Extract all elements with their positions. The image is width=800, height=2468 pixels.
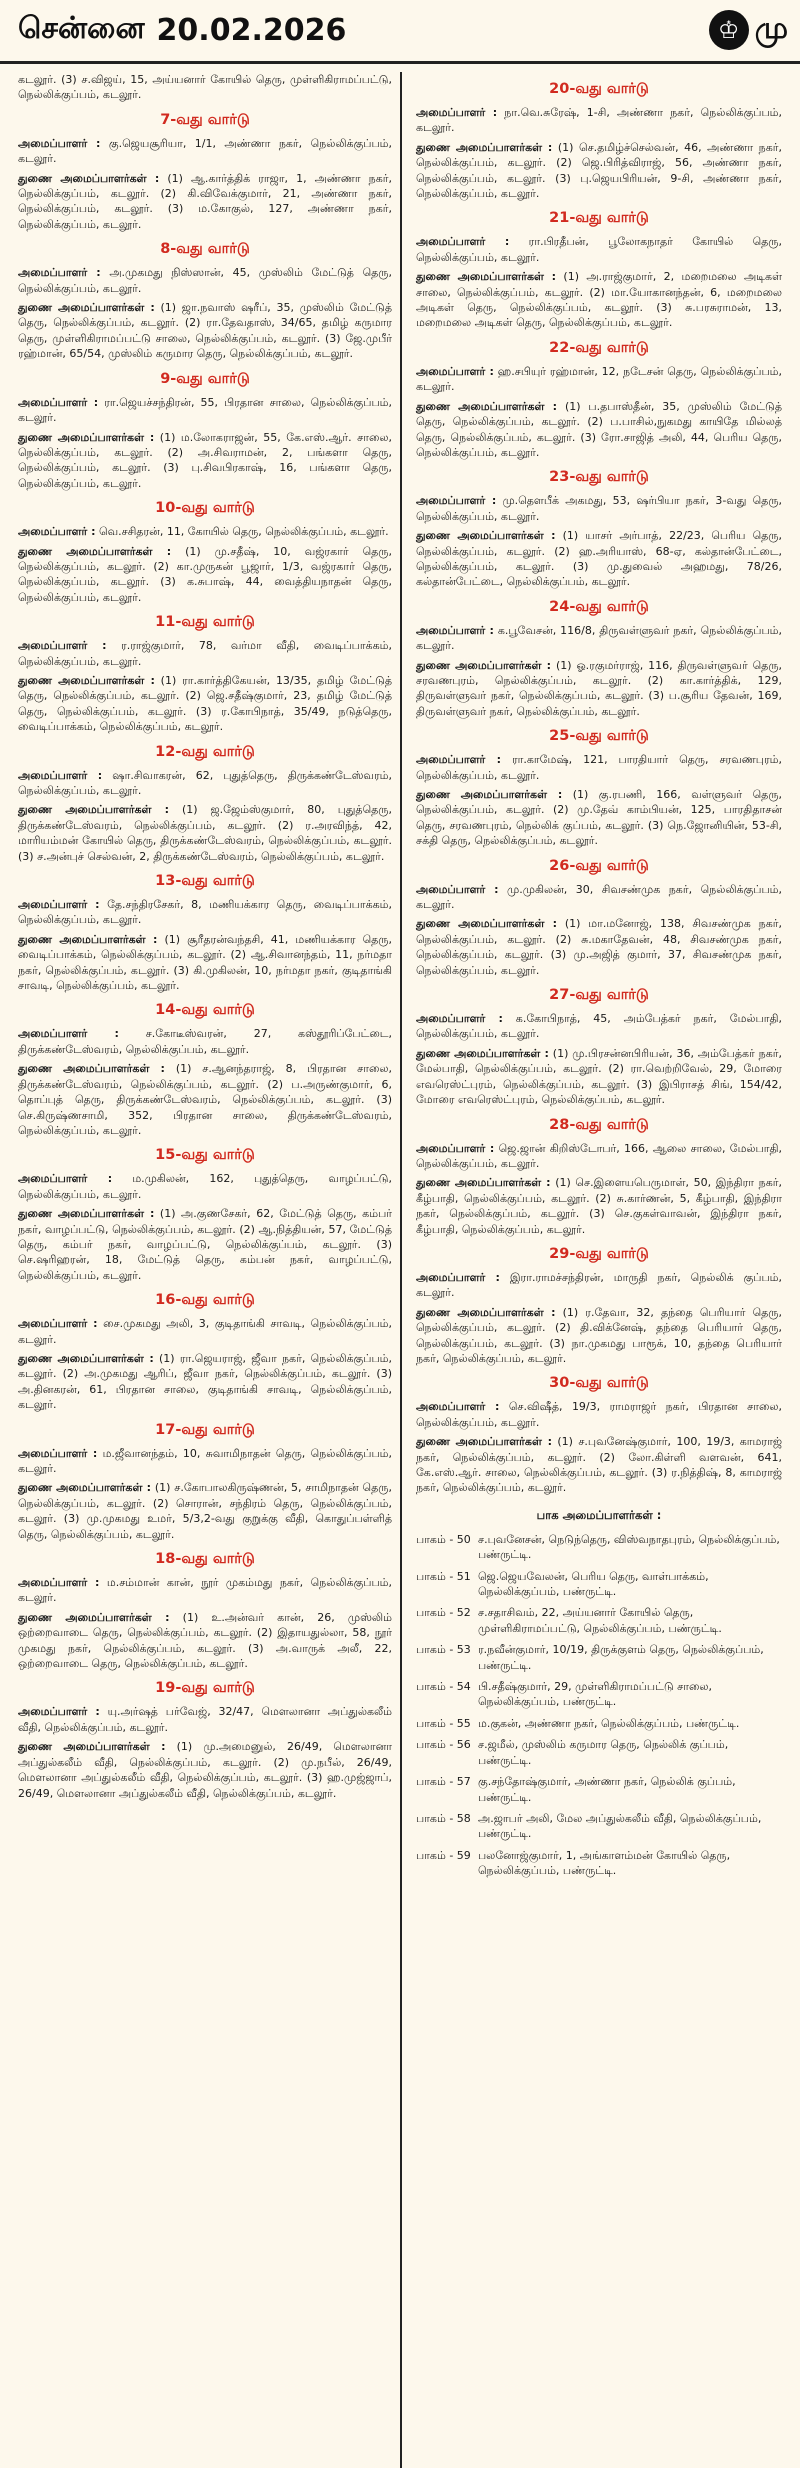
deputy-text: (1) மு.சதீஷ், 10, வஜ்ரகார் தெரு, நெல்லிக்குப்பம், கடலூர். (2) கா.முருகன் பூஜார், 1/3, வஜ்ரகார் தெரு, நெல்லிக்குப்பம், கடலூர். (3) க.சுபாஷ், 44, வைத்தியநாதன் தெரு, நெல்லிக்குப்பம், கடலூர். — [18, 544, 392, 604]
deputy-entry — [416, 1305, 782, 1367]
deputy-text: (1) ம.லோகராஜன், 55, கே.எஸ்.ஆர். சாலை, நெல்லிக்குப்பம், கடலூர். (2) அ.சிவராமன், 2, பங்களா தெரு, நெல்லிக்குப்பம், கடலூர். (3) பு.சிவபிரகாஷ், 16, பங்களா தெரு, நெல்லிக்குப்பம், கடலூர். — [18, 430, 392, 490]
left-column — [10, 72, 400, 2468]
deputy-entry — [416, 140, 782, 202]
organizer-text: ச.கோடீஸ்வரன், 27, கஸ்தூரிப்பேட்டை, திருக்கண்டேஸ்வரம், நெல்லிக்குப்பம், கடலூர். — [18, 1027, 392, 1056]
logo-text: மு — [754, 10, 788, 46]
deputy-label: துணை அமைப்பாளர்கள் : — [18, 1062, 165, 1076]
deputy-entry — [18, 1351, 392, 1413]
ward-title: 24-வது வார்டு — [549, 598, 649, 615]
organizer-entry — [18, 638, 392, 669]
organizer-text: செ.விஷீத், 19/3, ராமராஜர் நகர், பிரதான சாலை, நெல்லிக்குப்பம், கடலூர். — [416, 1400, 782, 1429]
ward-section — [416, 987, 782, 1107]
organizer-entry — [18, 265, 392, 296]
booth-label: பாகம் - 52 — [416, 1606, 471, 1620]
ward-section — [18, 614, 392, 734]
ward-section — [416, 1117, 782, 1237]
ward-title: 16-வது வார்டு — [155, 1292, 255, 1309]
deputy-entry — [18, 171, 392, 233]
deputy-label: துணை அமைப்பாளர்கள் : — [416, 1176, 551, 1190]
deputy-label: துணை அமைப்பாளர்கள் : — [416, 1305, 556, 1319]
organizer-entry — [416, 752, 782, 783]
deputy-text: (1) ரா.கார்த்திகேயன், 13/35, தமிழ் மேட்டுத் தெரு, நெல்லிக்குப்பம், கடலூர். (2) ஜெ.சதீஷ்குமார், 23, தமிழ் மேட்டுத் தெரு, நெல்லிக்குப்பம், கடலூர். (3) ர.கோபிநாத், 35/49, நடுத்தெரு, வைடிப்பாக்கம், நெல்லிக்குப்பம், கடலூர். — [18, 673, 392, 734]
booth-row — [416, 1679, 782, 1710]
organizer-entry — [18, 1171, 392, 1202]
deputy-entry — [416, 916, 782, 978]
organizer-label: அமைப்பாளர் : — [416, 364, 494, 378]
organizer-entry — [416, 1011, 782, 1042]
ward-title: 30-வது வார்டு — [549, 1375, 649, 1392]
deputy-text: (1) ஓ.ரகுமர்ராஜ், 116, திருவள்ளுவர் தெரு, சரவணபுரம், நெல்லிக்குப்பம், கடலூர். (2) கா.கார்த்திக், 129, திருவள்ளுவர் நகர், நெல்லிக்குப்பம், கடலூர். (3) ப.சூரிய தேவன், 169, திருவள்ளுவர் நகர், நெல்லிக்குப்பம், கடலூர். — [416, 658, 783, 718]
booth-text: ம.குகன், அண்ணா நகர், நெல்லிக்குப்பம், பண்ருட்டி. — [478, 1716, 740, 1730]
ward-section — [416, 210, 782, 330]
ward-title: 27-வது வார்டு — [549, 987, 649, 1004]
ward-section — [18, 1002, 392, 1138]
deputy-label: துணை அமைப்பாளர்கள் : — [18, 1351, 154, 1365]
deputy-label: துணை அமைப்பாளர்கள் : — [416, 1046, 549, 1060]
organizer-entry — [18, 136, 392, 167]
ward-title: 9-வது வார்டு — [160, 370, 250, 387]
organizer-label: அமைப்பாளர் : — [416, 1141, 495, 1155]
organizer-text: யு.அர்ஷத் பர்வேஜ், 32/47, மௌலானா அப்துல்கலீம் வீதி, நெல்லிக்குப்பம், கடலூர். — [18, 1705, 392, 1734]
organizer-label: அமைப்பாளர் : — [18, 525, 96, 539]
organizer-entry — [18, 1316, 392, 1347]
deputy-entry — [18, 1739, 392, 1801]
organizer-label: அமைப்பாளர் : — [18, 136, 101, 150]
deputy-label: துணை அமைப்பாளர்கள் : — [416, 270, 557, 284]
booth-label: பாகம் - 54 — [416, 1680, 471, 1694]
ward-title: 14-வது வார்டு — [155, 1002, 255, 1019]
right-column — [400, 72, 790, 2468]
deputy-label: துணை அமைப்பாளர்கள் : — [18, 430, 155, 444]
deputy-entry — [416, 528, 782, 590]
organizer-entry — [416, 493, 782, 524]
article-columns — [0, 64, 800, 2468]
organizer-label: அமைப்பாளர் : — [18, 266, 101, 280]
deputy-label: துணை அமைப்பாளர்கள் : — [18, 544, 172, 558]
deputy-entry — [416, 787, 782, 849]
deputy-label: துணை அமைப்பாளர்கள் : — [18, 803, 170, 817]
organizer-label: அமைப்பாளர் : — [18, 1576, 100, 1590]
organizer-entry — [416, 105, 782, 136]
rooster-icon: ♔ — [709, 10, 749, 50]
organizer-entry — [416, 364, 782, 395]
deputy-label: துணை அமைப்பாளர்கள் : — [416, 140, 553, 154]
organizer-text: இரா.ராமச்சந்திரன், மாருதி நகர், நெல்லிக் குப்பம், கடலூர். — [416, 1270, 782, 1300]
ward-section — [416, 340, 782, 460]
ward-title: 28-வது வார்டு — [549, 1116, 649, 1133]
organizer-entry — [18, 1704, 392, 1735]
deputy-text: (1) யாசர் அர்பாத், 22/23, பெரிய தெரு, நெல்லிக்குப்பம், கடலூர். (2) ஹ.அரியாஸ், 68-ஏ, கல்தான்பேட்டை, நெல்லிக்குப்பம், கடலூர். (3) மு.துவைல் அஹமது, 78/26, கல்தான்பேட்டை, நெல்லிக்குப்பம், கடலூர். — [416, 529, 782, 589]
deputy-text: (1) செ.தமிழ்ச்செல்வன், 46, அண்ணா நகர், நெல்லிக்குப்பம், கடலூர். (2) ஜெ.பிரித்விராஜ், 56, அண்ணா நகர், நெல்லிக்குப்பம், கடலூர். (3) பு.ஜெயபிரியன், 9-சி, அண்ணா நகர், நெல்லிக்குப்பம், கடலூர். — [416, 140, 782, 201]
ward-section — [416, 599, 782, 719]
organizer-label: அமைப்பாளர் : — [18, 1317, 98, 1331]
organizer-entry — [416, 882, 782, 913]
ward-section — [18, 1292, 392, 1412]
deputy-label: துணை அமைப்பாளர்கள் : — [416, 917, 557, 931]
deputy-label: துணை அமைப்பாளர்கள் : — [416, 658, 552, 672]
organizer-text: ரா.காமேஷ், 121, பாரதியார் தெரு, சரவணபுரம், நெல்லிக்குப்பம், கடலூர். — [416, 753, 782, 782]
deputy-entry — [18, 430, 392, 492]
organizer-label: அமைப்பாளர் : — [416, 753, 501, 767]
ward-section — [18, 371, 392, 491]
deputy-label: துணை அமைப்பாளர்கள் : — [18, 1481, 151, 1495]
deputy-entry — [18, 673, 392, 735]
organizer-text: அ.முகமது நிஸ்ஸான், 45, முஸ்லிம் மேட்டுத் தெரு, நெல்லிக்குப்பம், கடலூர். — [18, 266, 392, 295]
ward-section — [416, 469, 782, 589]
booth-row — [416, 1737, 782, 1768]
organizer-label: அமைப்பாளர் : — [416, 1400, 500, 1414]
organizer-entry — [18, 395, 392, 426]
organizer-text: தே.சந்திரசேகர், 8, மணியக்கார தெரு, வைடிப்பாக்கம், நெல்லிக்குப்பம், கடலூர். — [18, 898, 392, 927]
ward-section — [18, 1551, 392, 1671]
masthead-logo — [709, 10, 788, 50]
ward-section — [18, 112, 392, 232]
booth-row — [416, 1532, 782, 1563]
ward-section — [18, 241, 392, 361]
booth-row — [416, 1569, 782, 1600]
organizer-text: ம.முகிலன், 162, புதுத்தெரு, வாழப்பட்டு, நெல்லிக்குப்பம், கடலூர். — [18, 1172, 392, 1201]
organizer-entry — [18, 897, 392, 928]
ward-section — [416, 81, 782, 201]
organizer-label: அமைப்பாளர் : — [18, 1705, 100, 1719]
deputy-text: (1) மு.பிரசன்னபிரியன், 36, அம்பேத்கர் நகர், மேல்பாதி, நெல்லிக்குப்பம், கடலூர். (2) ரா.வெற்றிவேல், 29, மோரை எவரெஸ்ட்புரம், நெல்லிக்குப்பம், கடலூர். (3) இபிராசத் சிங், 154/42, மோரை எவரெஸ்ட்புரம், நெல்லிக்குப்பம், கடலூர். — [416, 1046, 782, 1107]
ward-title: 22-வது வார்டு — [549, 339, 649, 356]
ward-title: 17-வது வார்டு — [155, 1421, 255, 1438]
deputy-entry — [18, 802, 392, 864]
ward-title: 23-வது வார்டு — [549, 469, 649, 486]
deputy-text: (1) ச.ஆனந்தராஜ், 8, பிரதான சாலை, திருக்கண்டேஸ்வரம், நெல்லிக்குப்பம், கடலூர். (2) ப.அருண்குமார், 6, தொப்புத் தெரு, திருக்கண்டேஸ்வரம், நெல்லிக்குப்பம், கடலூர். (3) செ.கிருஷ்ணசாமி, 352, பிரதான சாலை, திருக்கண்டேஸ்வரம், நெல்லிக்குப்பம், கடலூர். — [18, 1062, 392, 1137]
deputy-text: (1) அ.குணசேகர், 62, மேட்டுத் தெரு, கம்பர் நகர், வாழப்பட்டு, நெல்லிக்குப்பம், கடலூர். (2) ஆ.நித்தியன், 57, மேட்டுத் தெரு, கம்பர் நகர், வாழப்பட்டு, நெல்லிக்குப்பம், கடலூர். (3) செ.ஷரிஹரன், 18, மேட்டுத் தெரு, கம்பன் நகர், வாழப்பட்டு, நெல்லிக்குப்பம், கடலூர். — [18, 1207, 392, 1282]
deputy-text: (1) கு.ரபணி, 166, வள்ளுவர் தெரு, நெல்லிக்குப்பம், கடலூர். (2) மு.தேவ் காம்பியன், 125, பாரதிதாசன் தெரு, சரவணபுரம், நெல்லிக் குப்பம், கடலூர். (3) நெ.ஜோனியின், 53-சி, சக்தி தெரு, நெல்லிக்குப்பம், கடலூர். — [416, 788, 783, 848]
booth-row — [416, 1848, 782, 1879]
organizer-label: அமைப்பாளர் : — [416, 1270, 500, 1284]
organizer-text: க.கோபிநாத், 45, அம்பேத்கர் நகர், மேல்பாதி, நெல்லிக்குப்பம், கடலூர். — [416, 1012, 782, 1041]
ward-section — [18, 1422, 392, 1542]
organizer-label: அமைப்பாளர் : — [18, 768, 103, 782]
deputy-text: (1) ஜா.நவாஸ் ஷரீப், 35, முஸ்லிம் மேட்டுத் தெரு, நெல்லிக்குப்பம், கடலூர். (2) ரா.தேவதாஸ், 34/65, தமிழ் கருமார தெரு, முள்ளிகிராமப்பட்டு சாலை, நெல்லிக்குப்பம், கடலூர். (3) ஜே.முபீர் ரஹ்மான், 65/54, முஸ்லிம் கருமார தெரு, நெல்லிக்குப்பம், கடலூர். — [18, 301, 392, 361]
deputy-text: (1) ர.தேவா, 32, தந்தை பெரியார் தெரு, நெல்லிக்குப்பம், கடலூர். (2) தி.விக்னேஷ், தந்தை பெரியார் தெரு, நெல்லிக்குப்பம், கடலூர். (3) நா.முகமது பாரூக், 10, தந்தை பெரியார் நகர், நெல்லிக்குப்பம், கடலூர். — [416, 1305, 782, 1365]
booth-text: கு.சந்தோஷ்குமார், அண்ணா நகர், நெல்லிக் குப்பம், பண்ருட்டி. — [478, 1775, 736, 1804]
booth-text: ச.ஜமீல், முஸ்லிம் கருமார தெரு, நெல்லிக் குப்பம், பண்ருட்டி. — [478, 1738, 729, 1767]
organizer-label: அமைப்பாளர் : — [416, 1012, 503, 1026]
organizer-text: க.பூவேசன், 116/8, திருவள்ளுவர் நகர், நெல்லிக்குப்பம், கடலூர். — [416, 623, 782, 653]
deputy-text: (1) ப.தபாஸ்தீன், 35, முஸ்லிம் மேட்டுத் தெரு, நெல்லிக்குப்பம், கடலூர். (2) ப.பாசில்,நுகமது காயிதே மில்லத் தெரு, நெல்லிக்குப்பம், கடலூர். (3) ரோ.சாஜித் அலி, 44, பெரிய தெரு, நெல்லிக்குப்பம், கடலூர். — [416, 399, 783, 459]
deputy-text: (1) ரா.ஜெயராஜ், ஜீவா நகர், நெல்லிக்குப்பம், கடலூர். (2) அ.முகமது ஆரிப், ஜீவா நகர், நெல்லிக்குப்பம், கடலூர். (3) அ.தினகரன், 61, பிரதான சாலை, குடிதாங்கி சாவடி, நெல்லிக்குப்பம், கடலூர். — [18, 1351, 392, 1412]
organizer-label: அமைப்பாளர் : — [18, 395, 99, 409]
organizer-label: அமைப்பாளர் : — [18, 1172, 113, 1186]
deputy-entry — [18, 932, 392, 994]
booth-row — [416, 1642, 782, 1673]
deputy-text: (1) ச.கோபாலகிருஷ்ணன், 5, சாமிநாதன் தெரு, நெல்லிக்குப்பம், கடலூர். (2) சொரான், சந்திரம் தெரு, நெல்லிக்குப்பம், கடலூர். (3) மு.முகமது உமர், 5/3,2-வது குறுக்கு வீதி, கொதுப்பள்ளித் தெரு, நெல்லிக்குப்பம், கடலூர். — [18, 1481, 392, 1541]
ward-section — [416, 1246, 782, 1366]
deputy-entry — [416, 658, 782, 720]
ward-section — [18, 1680, 392, 1800]
organizer-text: ஷா.சிவாகரன், 62, புதுத்தெரு, திருக்கண்டேஸ்வரம், நெல்லிக்குப்பம், கடலூர். — [18, 768, 392, 797]
organizer-text: சை.முகமது அலி, 3, குடிதாங்கி சாவடி, நெல்லிக்குப்பம், கடலூர். — [18, 1317, 392, 1346]
deputy-label: துணை அமைப்பாளர்கள் : — [18, 673, 155, 687]
booth-label: பாகம் - 58 — [416, 1811, 471, 1825]
deputy-label: துணை அமைப்பாளர்கள் : — [18, 1610, 170, 1624]
organizer-label: அமைப்பாளர் : — [18, 1027, 119, 1041]
booth-label: பாகம் - 57 — [416, 1775, 471, 1789]
organizer-entry — [18, 1026, 392, 1057]
booth-label: பாகம் - 56 — [416, 1738, 471, 1752]
booth-label: பாகம் - 51 — [416, 1569, 471, 1583]
deputy-text: (1) செ.இளையபெருமாள், 50, இந்திரா நகர், கீழ்பாதி, நெல்லிக்குப்பம், கடலூர். (2) சு.கார்ணன், 5, கீழ்பாதி, இந்திரா நகர், நெல்லிக்குப்பம், கடலூர். (3) செ.குகள்வாவன், இந்திரா நகர், கீழ்பாதி, நெல்லிக்குப்பம், கடலூர். — [416, 1176, 782, 1236]
booth-label: பாகம் - 55 — [416, 1716, 471, 1730]
organizer-entry — [416, 1399, 782, 1430]
organizer-entry — [416, 1141, 782, 1172]
deputy-text: (1) ஜ.ஜேம்ஸ்குமார், 80, புதுத்தெரு, திருக்கண்டேஸ்வரம், நெல்லிக்குப்பம், கடலூர். (2) ர.அரவிந்த், 42, மாரியம்மன் கோயில் தெரு, திருக்கண்டேஸ்வரம், நெல்லிக்குப்பம், கடலூர். (3) ச.அன்புச் செல்வன், 2, திருக்கண்டேஸ்வரம், நெல்லிக்குப்பம், கடலூர். — [18, 803, 392, 863]
organizer-text: ரா.ஜெயச்சந்திரன், 55, பிரதான சாலை, நெல்லிக்குப்பம், கடலூர். — [18, 395, 392, 425]
booth-text: அ.ஜாபர் அலி, மேல அப்துல்கலீம் வீதி, நெல்லிக்குப்பம், பண்ருட்டி. — [478, 1811, 762, 1841]
organizer-label: அமைப்பாளர் : — [18, 1446, 98, 1460]
organizer-text: மு.முகிலன், 30, சிவசண்முக நகர், நெல்லிக்குப்பம், கடலூர். — [416, 882, 783, 912]
deputy-entry — [18, 544, 392, 606]
ward-title: 10-வது வார்டு — [155, 500, 255, 517]
ward-title: 20-வது வார்டு — [549, 81, 649, 97]
ward-title: 26-வது வார்டு — [549, 857, 649, 874]
organizer-label: அமைப்பாளர் : — [416, 882, 499, 896]
deputy-entry — [416, 269, 782, 331]
booth-row — [416, 1774, 782, 1805]
organizer-label: அமைப்பாளர் : — [416, 623, 494, 637]
deputy-label: துணை அமைப்பாளர்கள் : — [18, 171, 160, 185]
deputy-label: துணை அமைப்பாளர்கள் : — [18, 932, 158, 946]
ward-title: 21-வது வார்டு — [549, 210, 649, 227]
booth-label: பாகம் - 53 — [416, 1643, 471, 1657]
deputy-entry — [18, 1480, 392, 1542]
page-header — [0, 0, 800, 64]
ward-title: 18-வது வார்டு — [155, 1551, 255, 1568]
booth-text: ச.சதாசிவம், 22, அய்யனார் கோயில் தெரு, முள்ளிகிராமப்பட்டு, நெல்லிக்குப்பம், பண்ருட்டி. — [478, 1606, 722, 1635]
organizer-label: அமைப்பாளர் : — [416, 106, 498, 119]
deputy-entry — [18, 1610, 392, 1672]
deputy-entry — [416, 1434, 782, 1496]
booth-text: ர.நவீன்குமார், 10/19, திருக்குளம் தெரு, நெல்லிக்குப்பம், பண்ருட்டி. — [478, 1643, 764, 1672]
booth-text: ஜெ.ஜெயவேலன், பெரிய தெரு, வாள்பாக்கம், நெல்லிக்குப்பம், பண்ருட்டி. — [478, 1569, 709, 1599]
deputy-label: துணை அமைப்பாளர்கள் : — [18, 1740, 166, 1754]
ward-section — [416, 728, 782, 848]
ward-title: 7-வது வார்டு — [160, 111, 250, 128]
organizer-entry — [18, 524, 392, 539]
deputy-text: (1) அ.ராஜ்குமார், 2, மறைமலை அடிகள் சாலை, நெல்லிக்குப்பம், கடலூர். (2) மா.யோகானந்தன், 6, மறைமலை அடிகள் தெரு, நெல்லிக்குப்பம், கடலூர். (3) சு.பரசுராமன், 13, மறைமலை அடிகள் தெரு, நெல்லிக்குப்பம், கடலூர். — [416, 270, 782, 330]
deputy-label: துணை அமைப்பாளர்கள் : — [416, 788, 563, 801]
organizer-entry — [416, 623, 782, 654]
deputy-entry — [416, 399, 782, 461]
deputy-label: துணை அமைப்பாளர்கள் : — [18, 301, 155, 315]
ward-section — [18, 873, 392, 993]
ward-title: 15-வது வார்டு — [155, 1147, 255, 1164]
booth-row — [416, 1605, 782, 1636]
deputy-text: (1) மா.மனோஜ், 138, சிவசண்முக நகர், நெல்லிக்குப்பம், கடலூர். (2) சு.மகாதேவன், 48, சிவசண்முக நகர், நெல்லிக்குப்பம், கடலூர். (3) மு.அஜித் குமார், 37, சிவசண்முக நகர், நெல்லிக்குப்பம், கடலூர். — [416, 917, 782, 977]
deputy-entry — [18, 1061, 392, 1138]
deputy-label: துணை அமைப்பாளர்கள் : — [416, 529, 556, 543]
deputy-entry — [18, 1206, 392, 1283]
organizer-label: அமைப்பாளர் : — [416, 235, 510, 249]
organizer-text: ம.ஜீவானந்தம், 10, சுவாமிநாதன் தெரு, நெல்லிக்குப்பம், கடலூர். — [18, 1446, 392, 1475]
deputy-label: துணை அமைப்பாளர்கள் : — [416, 1435, 552, 1449]
ward-title: 29-வது வார்டு — [549, 1245, 649, 1262]
organizer-label: அமைப்பாளர் : — [18, 898, 100, 912]
deputy-entry — [18, 300, 392, 362]
booth-text: பலனோஜ்குமார், 1, அங்காளம்மன் கோயில் தெரு, நெல்லிக்குப்பம், பண்ருட்டி. — [478, 1848, 731, 1878]
ward-title: 13-வது வார்டு — [155, 873, 255, 890]
booth-row — [416, 1716, 782, 1731]
booth-text: பி.சதீஷ்குமார், 29, முள்ளிகிராமப்பட்டு சாலை, நெல்லிக்குப்பம், பண்ருட்டி. — [478, 1680, 713, 1709]
ward-section — [18, 744, 392, 864]
organizer-text: மு.தௌபீக் அகமது, 53, ஷர்பியா நகர், 3-வது தெரு, நெல்லிக்குப்பம், கடலூர். — [416, 494, 783, 523]
deputy-label: துணை அமைப்பாளர்கள் : — [18, 1207, 155, 1221]
organizer-text: ம.சம்மான் கான், நூர் முகம்மது நகர், நெல்லிக்குப்பம், கடலூர். — [18, 1576, 392, 1605]
ward-section — [416, 858, 782, 978]
organizer-entry — [416, 234, 782, 265]
ward-section — [18, 500, 392, 605]
ward-section — [18, 1147, 392, 1283]
deputy-text: (1) மு.அமைனுல், 26/49, மௌலானா அப்துல்கலீம் வீதி, நெல்லிக்குப்பம், கடலூர். (2) மு.நபீல், 26/49, மௌலானா அப்துல்கலீம் வீதி, நெல்லிக்குப்பம், கடலூர். (3) ஹ.முஜ்ஜாப், 26/49, மௌலானா அப்துல்கலீம் வீதி, நெல்லிக்குப்பம், கடலூர். — [18, 1740, 392, 1800]
organizer-text: ர.ராஜ்குமார், 78, வர்மா வீதி, வைடிப்பாக்கம், நெல்லிக்குப்பம், கடலூர். — [18, 639, 392, 668]
ward-title: 19-வது வார்டு — [155, 1680, 255, 1697]
booth-text: ச.புவனேசன், நெடுந்தெரு, விஸ்வநாதபுரம், நெல்லிக்குப்பம், பண்ருட்டி. — [478, 1532, 780, 1562]
deputy-text: (1) ஆ.கார்த்திக் ராஜா, 1, அண்ணா நகர், நெல்லிக்குப்பம், கடலூர். (2) கி.விவேக்குமார், 21, அண்ணா நகர், நெல்லிக்குப்பம், கடலூர். (3) ம.கோகுல், 127, அண்ணா நகர், நெல்லிக்குப்பம், கடலூர். — [18, 171, 392, 231]
deputy-label: துணை அமைப்பாளர்கள் : — [416, 399, 558, 413]
organizer-text: ரா.பிரதீபன், பூலோகநாதர் கோயில் தெரு, நெல்லிக்குப்பம், கடலூர். — [416, 235, 782, 264]
organizer-text: வெ.சசிதரன், 11, கோயில் தெரு, நெல்லிக்குப்பம், கடலூர். — [99, 525, 389, 539]
organizer-text: கு.ஜெயசூரியா, 1/1, அண்ணா நகர், நெல்லிக்குப்பம், கடலூர். — [18, 136, 392, 166]
ward-title: 8-வது வார்டு — [160, 241, 250, 258]
booth-heading: பாக அமைப்பாளர்கள் : — [536, 1507, 662, 1522]
organizer-label: அமைப்பாளர் : — [18, 639, 107, 653]
deputy-entry — [416, 1175, 782, 1237]
organizer-entry — [18, 1446, 392, 1477]
edition-date: 20.02.2026 — [156, 13, 347, 48]
deputy-text: (1) ச.புவனேஷ்குமார், 100, 19/3, காமராஜ் நகர், நெல்லிக்குப்பம், கடலூர். (2) லோ.கிள்ளி வளவன், 641, கே.எஸ்.ஆர். சாலை, நெல்லிக்குப்பம், கடலூர். (3) ர.நித்திஷ், 8, காமராஜ் நகர், நெல்லிக்குப்பம், கடலூர். — [416, 1435, 783, 1495]
booth-label: பாகம் - 50 — [416, 1532, 471, 1546]
booth-row — [416, 1811, 782, 1842]
organizer-entry — [416, 1270, 782, 1301]
continued-text: கடலூர். (3) ச.விஜய், 15, அய்யனார் கோயில் தெரு, முள்ளிகிராமப்பட்டு, நெல்லிக்குப்பம், கடலூர். — [18, 73, 392, 102]
city-name: சென்னை — [18, 11, 145, 46]
ward-section — [416, 1375, 782, 1495]
booth-label: பாகம் - 59 — [416, 1848, 471, 1862]
organizer-text: நா.வெ.சுரேஷ், 1-சி, அண்ணா நகர், நெல்லிக்குப்பம், கடலூர். — [416, 106, 783, 135]
organizer-entry — [18, 1575, 392, 1606]
organizer-text: ஹ.சபியுர் ரஹ்மான், 12, நடேசன் தெரு, நெல்லிக்குப்பம், கடலூர். — [416, 364, 782, 394]
organizer-entry — [18, 768, 392, 799]
organizer-text: ஜெ.ஜான் கிறிஸ்டோபர், 166, ஆலை சாலை, மேல்பாதி, நெல்லிக்குப்பம், கடலூர். — [416, 1141, 782, 1170]
deputy-entry — [416, 1046, 782, 1108]
ward-title: 12-வது வார்டு — [155, 743, 255, 760]
ward-title: 11-வது வார்டு — [155, 614, 255, 631]
organizer-label: அமைப்பாளர் : — [416, 494, 497, 508]
deputy-text: (1) உ.அன்வர் கான், 26, முஸ்லிம் ஒற்றைவாடை தெரு, நெல்லிக்குப்பம், கடலூர். (2) இதாயதுல்லா, 58, நூர் முகமது நகர், நெல்லிக்குப்பம், கடலூர். (3) அ.வாருக் அலீ, 22, ஒற்றைவாடை தெரு, நெல்லிக்குப்பம், கடலூர். — [18, 1610, 392, 1671]
deputy-text: (1) சூரீதரன்வந்தசி, 41, மணியக்கார தெரு, வைடிப்பாக்கம், நெல்லிக்குப்பம், கடலூர். (2) ஆ.சிவானந்தம், 11, நர்மதா நகர், நெல்லிக்குப்பம், கடலூர். (3) கி.முகிலன், 10, நர்மதா நகர், குடிதாங்கி சாவடி, நெல்லிக்குப்பம், கடலூர். — [18, 932, 392, 993]
ward-title: 25-வது வார்டு — [549, 728, 649, 745]
